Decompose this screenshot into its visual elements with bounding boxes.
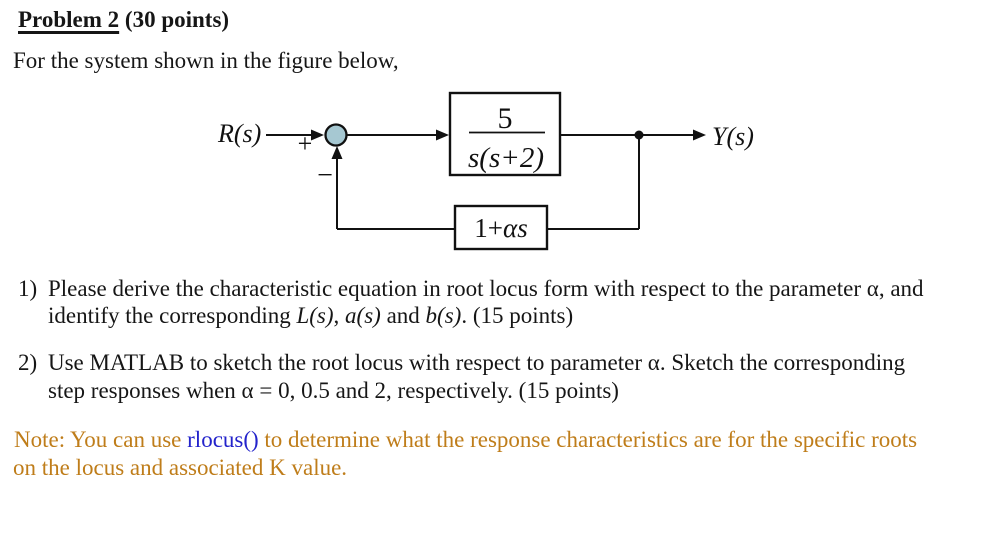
title-problem-number: Problem 2 (18, 7, 120, 32)
minus-sign: − (317, 160, 333, 191)
alpha-symbol: α (647, 350, 660, 375)
input-signal-label: R(s) (218, 119, 262, 148)
a-of-s: a(s) (345, 303, 381, 328)
output-signal-label: Y(s) (712, 122, 754, 151)
input-arrowhead-icon (311, 130, 324, 141)
plus-sign: + (297, 129, 313, 158)
forward-block-numerator: 5 (497, 102, 513, 135)
question-2-line-1: Use MATLAB to sketch the root locus with respect to parameter α. Sketch the corresponding (48, 350, 906, 375)
rlocus-code: rlocus() (187, 427, 259, 452)
note-line-1: Note: You can use rlocus() to determine what the response characteristics are for the specific roots (14, 427, 918, 452)
L-of-s: L(s) (296, 303, 334, 328)
question-1-line-2: identify the corresponding L(s), a(s) and b(s). (15 points) (48, 303, 574, 328)
block-diagram (0, 85, 1008, 263)
alpha-symbol: α (866, 276, 879, 301)
b-of-s: b(s) (425, 303, 462, 328)
feedback-arrowhead-icon (332, 146, 343, 159)
forward-block-denominator: s(s+2) (468, 142, 544, 174)
alpha-symbol: α (241, 378, 254, 403)
forward-arrowhead-icon (436, 130, 449, 141)
note-line-2: on the locus and associated K value. (13, 455, 348, 480)
page-title (18, 7, 229, 33)
question-2-line-2: step responses when α = 0, 0.5 and 2, respectively. (15 points) (48, 378, 619, 403)
summing-junction (326, 125, 347, 146)
question-2-number: 2) (18, 350, 38, 375)
feedback-block-label: 1+αs (474, 213, 528, 243)
output-arrowhead-icon (693, 130, 706, 141)
intro-text: For the system shown in the figure below, (13, 48, 399, 73)
title-points: (30 points) (119, 7, 230, 32)
question-1-line-1: Please derive the characteristic equation in root locus form with respect to the parameter α, and (48, 276, 924, 301)
question-1-number: 1) (18, 276, 38, 301)
